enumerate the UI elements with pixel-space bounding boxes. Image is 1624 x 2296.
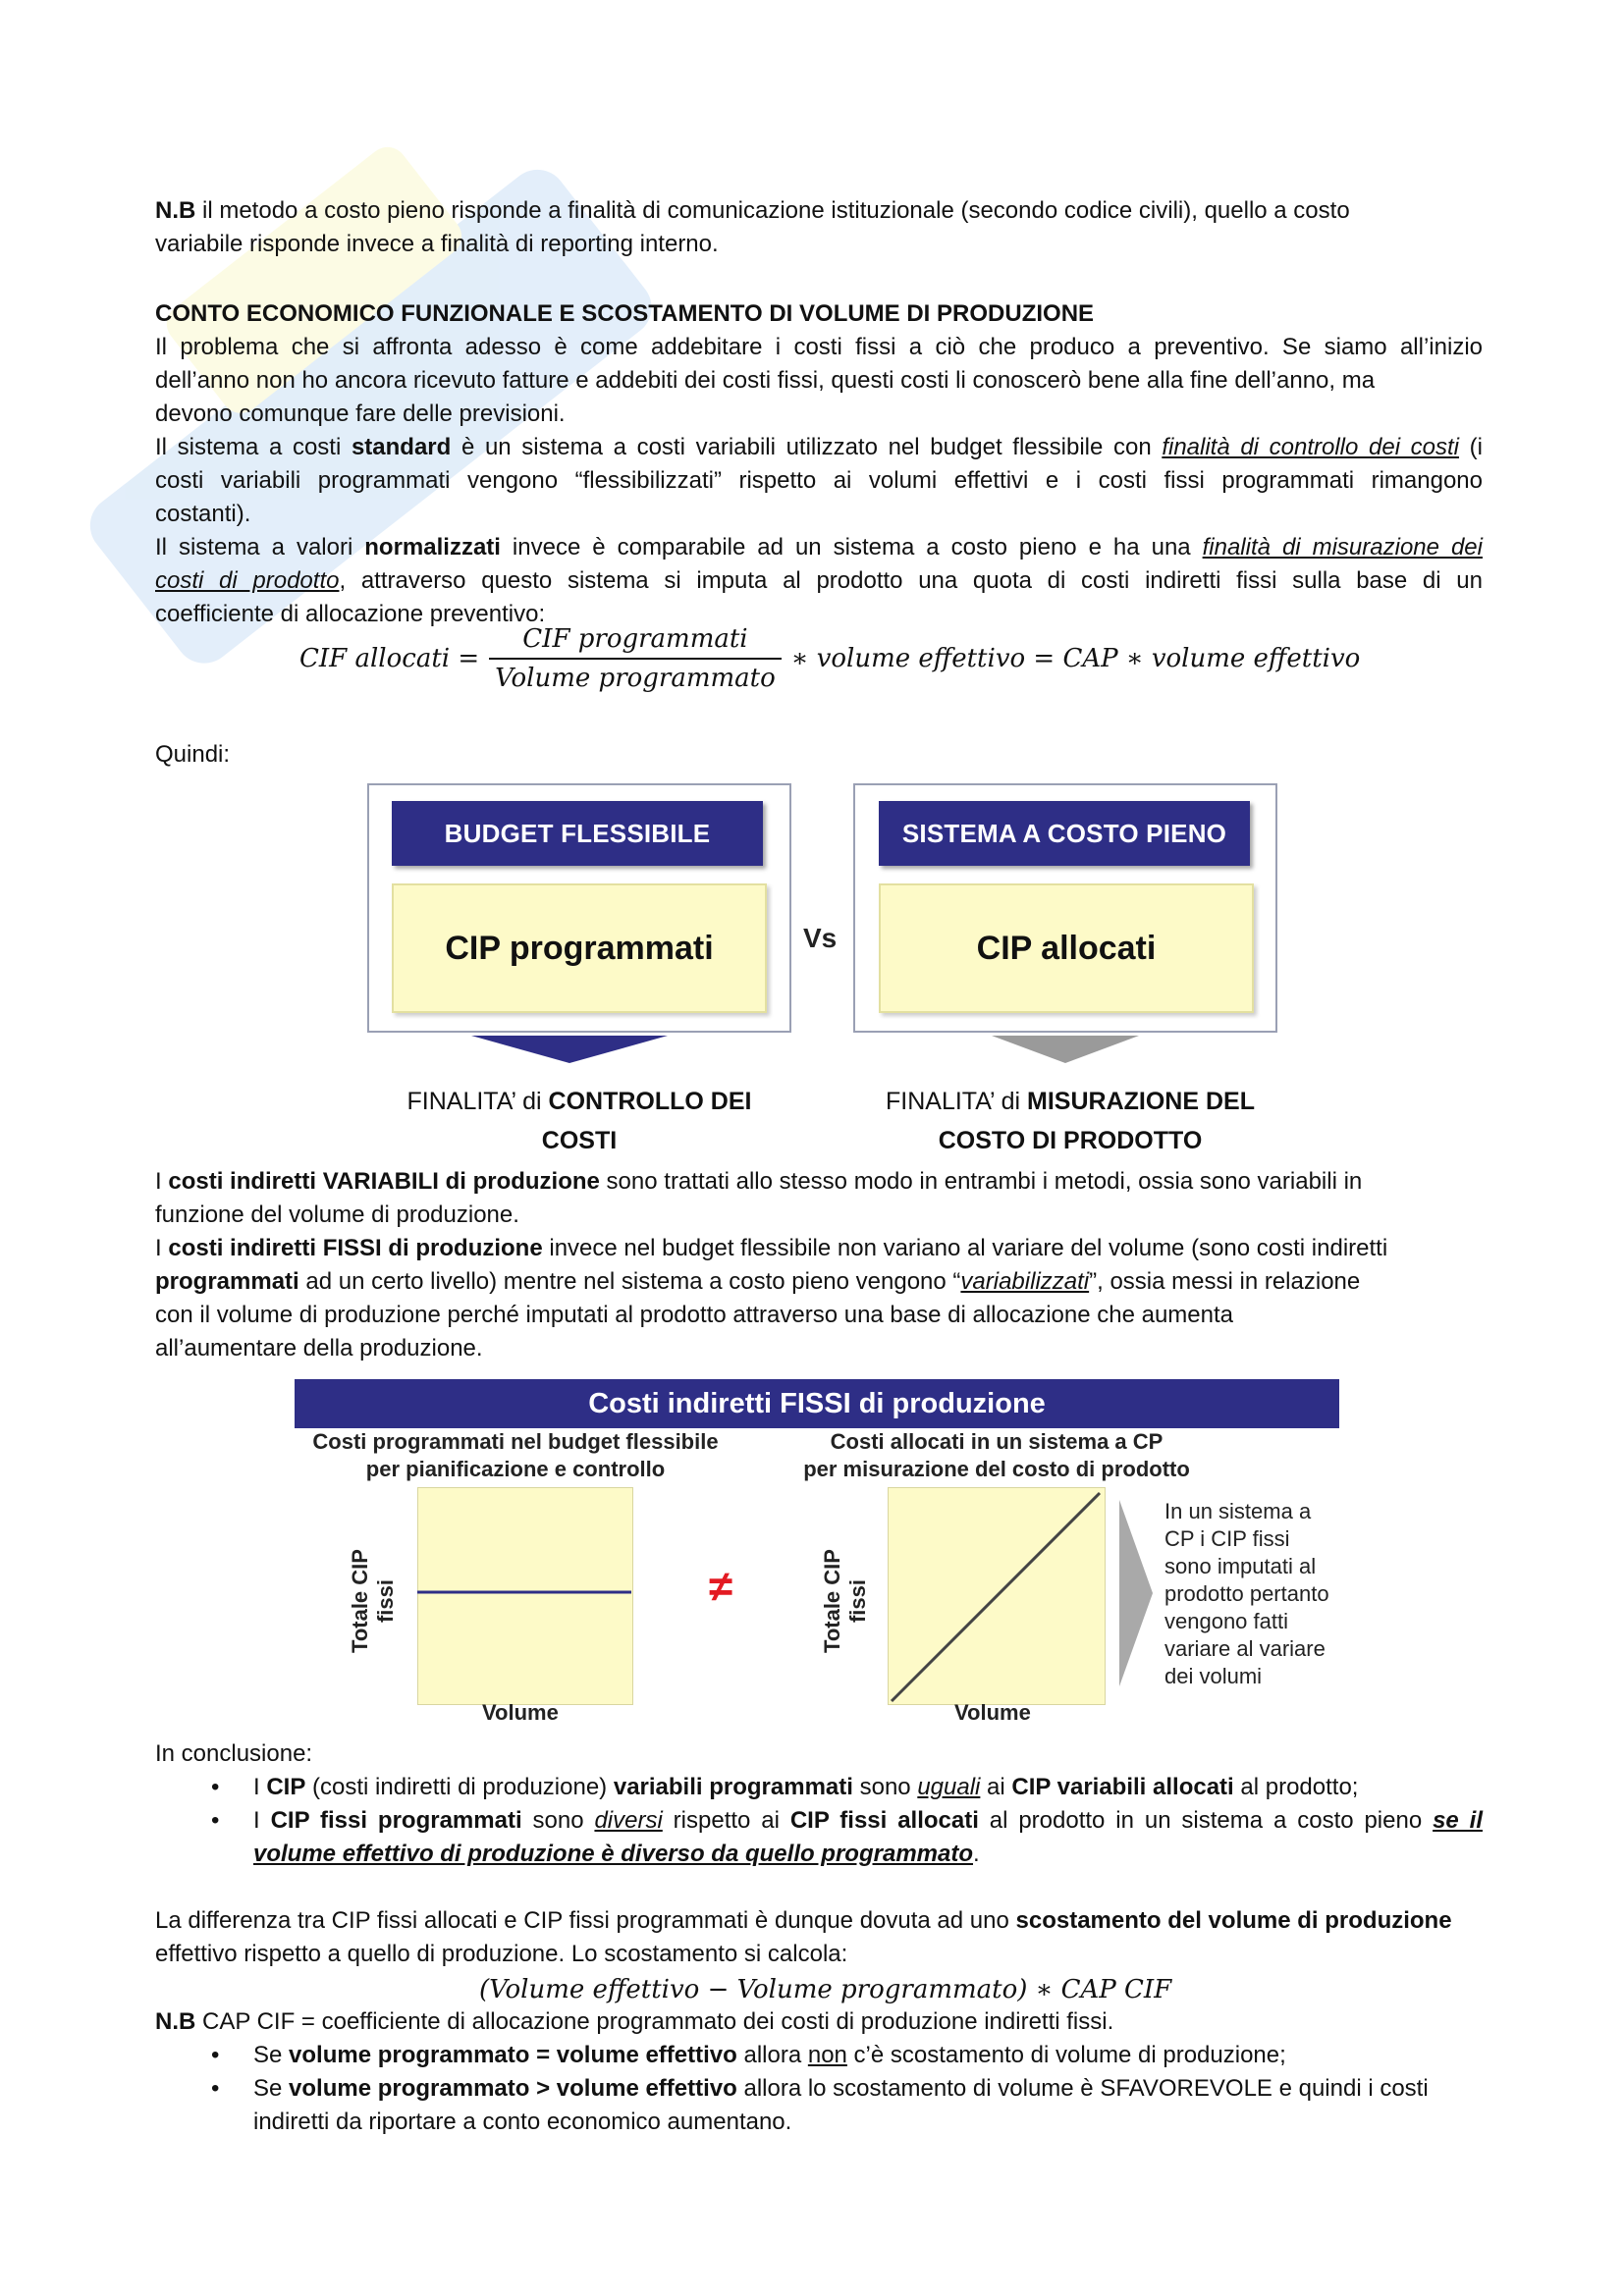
text: I: [253, 1807, 271, 1834]
text: La differenza tra CIP fissi allocati e CIP fissi programmati è dunque dovuta ad uno: [155, 1907, 1016, 1934]
equation-lhs: CIF allocati =: [299, 644, 480, 673]
paragraph-1-line2: dell’anno non ho ancora ricevuto fatture e addebiti dei costi fissi, questi costi li conoscerò bene alla fine dell’anno, ma: [155, 367, 1376, 394]
nb-note-2: [155, 2005, 1483, 2039]
paragraph-2-line3: costanti).: [155, 501, 251, 527]
text-bold: CIP: [266, 1774, 306, 1800]
text: , attraverso questo sistema si imputa al prodotto una quota di costi indiretti fissi sulla base di un: [339, 567, 1483, 594]
paragraph-2-line2: costi variabili programmati vengono “flessibilizzati” rispetto ai volumi effettivi e i costi fissi programmati rimangono: [155, 467, 1483, 494]
paragraph-1-line1: Il problema che si affronta adesso è come addebitare i costi fissi a ciò che produco a preventivo. Se siamo all’inizio: [155, 334, 1483, 360]
note-line: In un sistema a: [1164, 1499, 1312, 1523]
text-bold: costi indiretti FISSI di produzione: [168, 1235, 543, 1261]
text: invece nel budget flessibile non variano al variare del volume (sono costi indiretti: [542, 1235, 1388, 1261]
text: al prodotto in un sistema a costo pieno: [978, 1807, 1434, 1834]
text: ad un certo livello) mentre nel sistema a costo pieno vengono “: [298, 1268, 961, 1295]
cip-fissi-line4: all’aumentare della produzione.: [155, 1335, 483, 1362]
text: I: [155, 1168, 169, 1195]
right-chart-subtitle: [776, 1428, 1218, 1483]
down-arrow-blue: [471, 1036, 668, 1065]
paragraph-2-line1: [155, 431, 1483, 464]
text: Se: [253, 2042, 290, 2068]
nb-note-1-line2: variabile risponde invece a finalità di reporting interno.: [155, 231, 719, 257]
text: allora: [736, 2042, 808, 2068]
note-line: vengono fatti: [1164, 1609, 1288, 1633]
left-x-axis-label: Volume: [482, 1700, 559, 1725]
text-bold: normalizzati: [364, 534, 501, 561]
text: allora lo scostamento di volume è SFAVOREVOLE e quindi i costi: [736, 2075, 1429, 2102]
equation-numerator: CIF programmati: [522, 624, 748, 654]
differenza-line1: [155, 1904, 1483, 1938]
caption-bold: COSTI: [541, 1127, 618, 1154]
axis-label-line: fissi: [373, 1578, 398, 1624]
text-emphasis: variabilizzati: [960, 1268, 1090, 1295]
bullet: •: [211, 2075, 220, 2102]
note-line: prodotto pertanto: [1164, 1581, 1329, 1606]
subtitle-line: Costi allocati in un sistema a CP: [830, 1429, 1164, 1454]
equation-scostamento: (Volume effettivo − Volume programmato) ∗ CAP CIF: [479, 1975, 1172, 2004]
down-arrow-gray: [992, 1036, 1139, 1065]
left-chart-subtitle: [280, 1428, 751, 1483]
caption-bold: CONTROLLO DEI: [548, 1088, 752, 1115]
gray-right-arrow: [1119, 1500, 1153, 1686]
text-bold: volume programmato > volume effettivo: [289, 2075, 737, 2102]
caption-text: FINALITA’ di: [406, 1088, 549, 1115]
cip-variabili-line2: funzione del volume di produzione.: [155, 1201, 519, 1228]
subtitle-line: Costi programmati nel budget flessibile: [312, 1429, 719, 1454]
list-item: [155, 1771, 1483, 1804]
cip-variabili-line1: [155, 1165, 1483, 1199]
equation-denominator: Volume programmato: [489, 658, 782, 693]
text: .: [973, 1841, 980, 1867]
text-emphasis: uguali: [917, 1774, 981, 1800]
nb-lead: N.B: [155, 2008, 196, 2035]
subtitle-line: per pianificazione e controllo: [365, 1457, 666, 1481]
note-line: variare al variare: [1164, 1636, 1326, 1661]
text: c’è scostamento di volume di produzione;: [846, 2042, 1286, 2068]
text: invece è comparabile ad un sistema a costo pieno e ha una: [500, 534, 1203, 561]
text-bold: CIP variabili allocati: [1011, 1774, 1234, 1800]
note-line: dei volumi: [1164, 1664, 1263, 1688]
caption-bold: MISURAZIONE DEL: [1027, 1088, 1255, 1115]
list-item: [155, 1804, 1483, 1871]
nb-lead: N.B: [155, 197, 196, 224]
text: indiretti da riportare a conto economico aumentano.: [253, 2109, 792, 2135]
paragraph-1-line3: devono comunque fare delle previsioni.: [155, 400, 566, 427]
cip-fissi-line1: [155, 1232, 1483, 1265]
text: I: [253, 1774, 267, 1800]
section-title: [155, 297, 1483, 331]
text-emphasis: volume effettivo di produzione è diverso da quello programmato: [253, 1841, 973, 1867]
text-bold: variabili programmati: [613, 1774, 853, 1800]
text: sono: [852, 1774, 918, 1800]
text-emphasis: finalità di controllo dei costi: [1162, 434, 1460, 460]
right-caption: [844, 1082, 1296, 1160]
cip-allocati-box: CIP allocati: [879, 883, 1254, 1013]
text: sono: [521, 1807, 595, 1834]
budget-flessibile-header: BUDGET FLESSIBILE: [392, 801, 763, 866]
equation-fraction: [489, 624, 782, 693]
text: Il sistema a costi: [155, 434, 352, 460]
cip-fissi-line2: [155, 1265, 1483, 1299]
paragraph-3-line2: [155, 564, 1483, 598]
text: ”, ossia messi in relazione: [1089, 1268, 1361, 1295]
text: rispetto ai: [662, 1807, 790, 1834]
differenza-line2: effettivo rispetto a quello di produzione. Lo scostamento si calcola:: [155, 1941, 848, 1967]
text: (costi indiretti di produzione): [305, 1774, 614, 1800]
text: Se: [253, 2075, 290, 2102]
cip-fissi-line3: con il volume di produzione perché imputati al prodotto attraverso una base di allocazione che aumenta: [155, 1302, 1233, 1328]
conclusione-label: In conclusione:: [155, 1740, 313, 1767]
bullet: •: [211, 1807, 220, 1834]
text-emphasis: costi di prodotto: [155, 567, 340, 594]
text-bold: programmati: [155, 1268, 299, 1295]
not-equal-sign: ≠: [709, 1563, 733, 1611]
nb-note-1: [155, 194, 1483, 228]
equation-rhs: ∗ volume effettivo = CAP ∗ volume effettivo: [790, 644, 1361, 673]
nb-text: il metodo a costo pieno risponde a finalità di comunicazione istituzionale (secondo codice civili), quello a costo: [195, 197, 1350, 224]
text: sono trattati allo stesso modo in entrambi i metodi, ossia sono variabili in: [599, 1168, 1363, 1195]
text-bold: CIP fissi allocati: [789, 1807, 979, 1834]
cp-note: [1164, 1498, 1361, 1690]
bullet: •: [211, 1774, 220, 1800]
cases-list: [155, 2039, 1483, 2139]
text: Il sistema a valori: [155, 534, 365, 561]
paragraph-3-line1: [155, 531, 1483, 564]
section-title-text: CONTO ECONOMICO FUNZIONALE E SCOSTAMENTO DI VOLUME DI PRODUZIONE: [155, 300, 1095, 327]
sistema-costo-pieno-header: SISTEMA A COSTO PIENO: [879, 801, 1250, 866]
note-line: CP i CIP fissi: [1164, 1526, 1290, 1551]
left-plot-svg: [417, 1487, 633, 1705]
text: (i: [1459, 434, 1483, 460]
conclusion-list: [155, 1771, 1483, 1871]
caption-text: FINALITA’ di: [886, 1088, 1028, 1115]
rising-cost-line: [892, 1493, 1100, 1701]
equation-cif-allocati: [299, 624, 1360, 693]
text: ai: [980, 1774, 1012, 1800]
caption-bold: COSTO DI PRODOTTO: [938, 1127, 1203, 1154]
axis-label-line: Totale CIP: [348, 1549, 372, 1653]
paragraph-3-line3: coefficiente di allocazione preventivo:: [155, 601, 546, 627]
text-emphasis: se il: [1433, 1807, 1483, 1834]
list-item: [155, 2039, 1483, 2072]
text-bold: standard: [351, 434, 452, 460]
left-y-axis-label: [348, 1527, 399, 1675]
text: CAP CIF = coefficiente di allocazione programmato dei costi di produzione indiretti fissi.: [195, 2008, 1114, 2035]
text-emphasis: finalità di misurazione dei: [1202, 534, 1483, 561]
text: è un sistema a costi variabili utilizzato nel budget flessibile con: [451, 434, 1163, 460]
cip-programmati-box: CIP programmati: [392, 883, 767, 1013]
subtitle-line: per misurazione del costo di prodotto: [803, 1457, 1190, 1481]
vs-label: Vs: [803, 923, 838, 953]
text: I: [155, 1235, 169, 1261]
left-caption: [353, 1082, 805, 1160]
axis-label-line: Totale CIP: [820, 1549, 844, 1653]
right-y-axis-label: [820, 1527, 871, 1675]
text-emphasis: diversi: [594, 1807, 663, 1834]
axis-label-line: fissi: [845, 1578, 870, 1624]
bullet: •: [211, 2042, 220, 2068]
note-line: sono imputati al: [1164, 1554, 1317, 1578]
text-bold: costi indiretti VARIABILI di produzione: [168, 1168, 600, 1195]
text-bold: scostamento del volume di produzione: [1015, 1907, 1452, 1934]
right-x-axis-label: Volume: [954, 1700, 1031, 1725]
right-plot-svg: [888, 1487, 1106, 1705]
text-bold: CIP fissi programmati: [270, 1807, 522, 1834]
text-underline: non: [807, 2042, 847, 2068]
text: al prodotto;: [1233, 1774, 1359, 1800]
quindi-label: Quindi:: [155, 741, 231, 768]
cip-fissi-banner: Costi indiretti FISSI di produzione: [295, 1379, 1339, 1428]
text-bold: volume programmato = volume effettivo: [289, 2042, 737, 2068]
list-item: [155, 2072, 1483, 2139]
